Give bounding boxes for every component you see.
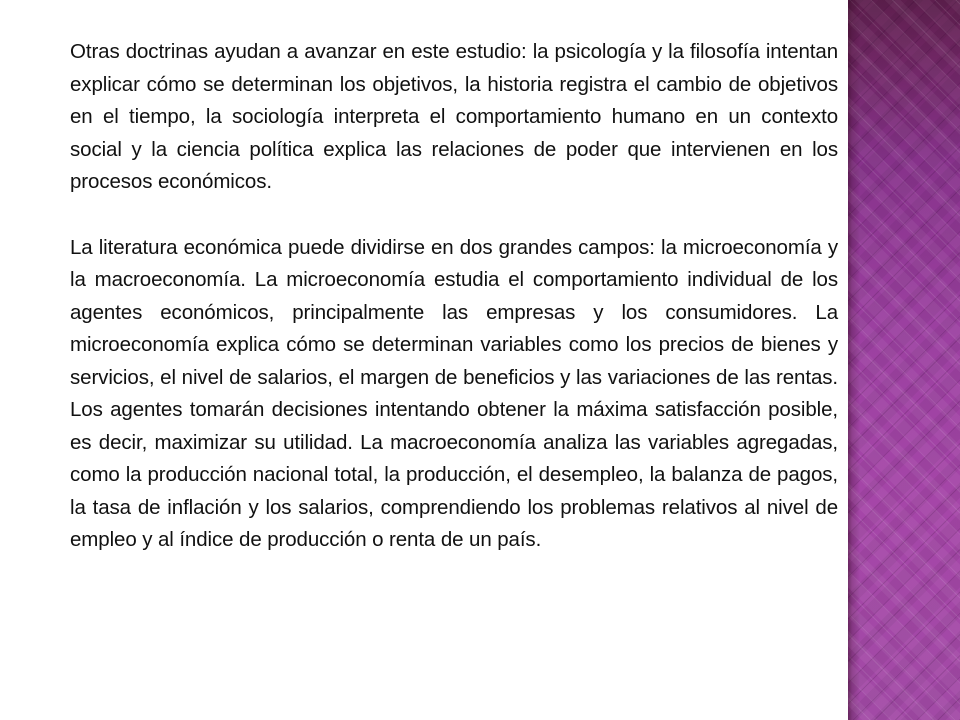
paragraph-literatura-economica: La literatura económica puede dividirse en dos grandes campos: la microeconomía y la macroeconomía. La microeconomía estudia el comportamiento individual de los agentes económicos, principalmente las empresas y los consumidores. La microeconomía explica cómo se determinan variables como los precios de bienes y servicios, el nivel de salarios, el margen de beneficios y las variaciones de las rentas. Los agentes tomarán decisiones intentando obtener la máxima satisfacción posible, es decir, maximizar su utilidad. La macroeconomía analiza las variables agregadas, como la producción nacional total, la producción, el desempleo, la balanza de pagos, la tasa de inflación y los salarios, comprendiendo los problemas relativos al nivel de empleo y al índice de producción o renta de un país. (70, 235, 838, 551)
slide-body (70, 36, 838, 557)
decorative-band-pattern (848, 0, 960, 720)
paragraph-doctrinas: Otras doctrinas ayudan a avanzar en este estudio: la psicología y la filosofía intentan explicar cómo se determinan los objetivos, la historia registra el cambio de objetivos en el tiempo, la sociología interpreta el comportamiento humano en un contexto social y la ciencia política explica las relaciones de poder que intervienen en los procesos económicos. (70, 40, 838, 193)
